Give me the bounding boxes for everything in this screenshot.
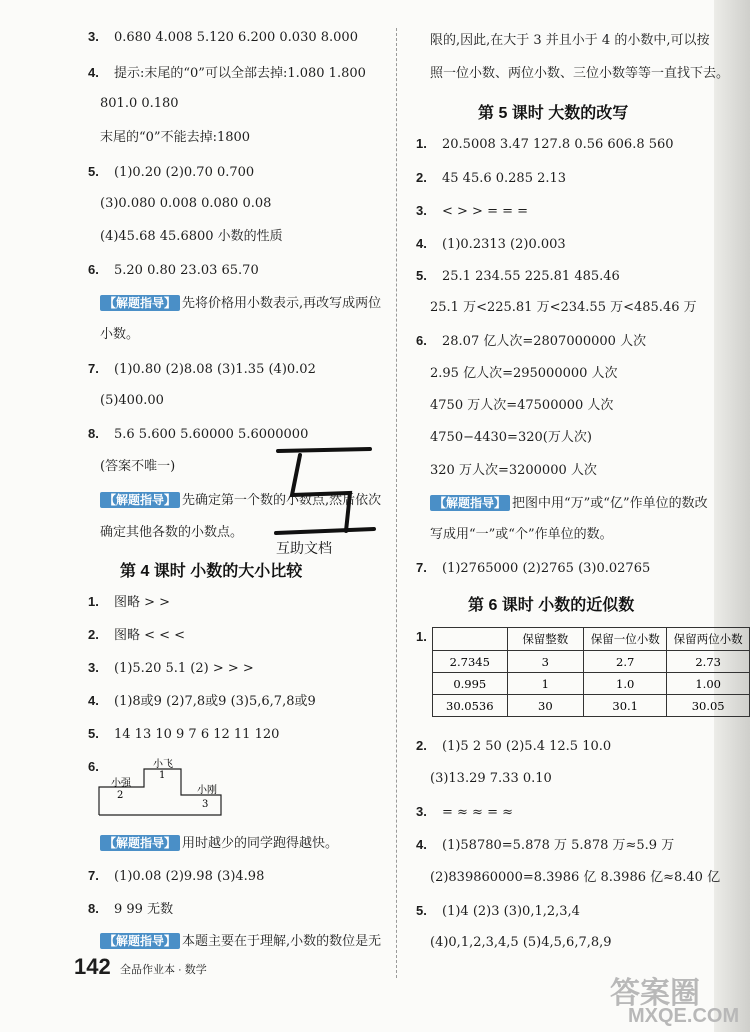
hint-badge: 【解题指导】 xyxy=(100,933,180,949)
answer-line: 801.0 0.180 xyxy=(100,96,179,111)
answer-line: 7. (1)2765000 (2)2765 (3)0.02765 xyxy=(416,560,651,576)
table-header-row xyxy=(433,628,750,651)
answer-line: 限的,因此,在大于 3 并且小于 4 的小数中,可以按 xyxy=(430,33,710,48)
hint-badge: 【解题指导】 xyxy=(100,295,180,311)
answer-line: 4. (1)58780=5.878 万 5.878 万≈5.9 万 xyxy=(416,837,675,853)
stamp-text: 互助文档 xyxy=(276,540,332,556)
hint-line: 【解题指导】 把图中用“万”或“亿”作单位的数改 xyxy=(430,495,708,512)
answer-line: 4. 提示:末尾的“0”可以全部去掉:1.080 1.800 xyxy=(88,65,366,81)
podium-diagram xyxy=(97,757,227,817)
answer-line: (答案不唯一) xyxy=(100,459,176,474)
podium-number-2: 2 xyxy=(117,790,124,801)
hint-badge: 【解题指导】 xyxy=(430,495,510,511)
table-cell: 30.0536 xyxy=(433,695,508,717)
answer-line: 5. 14 13 10 9 7 6 12 11 120 xyxy=(88,726,280,742)
answer-line: (3)0.080 0.008 0.080 0.08 xyxy=(100,196,272,211)
table-cell: 3 xyxy=(507,651,584,673)
table-header-cell: 保留两位小数 xyxy=(667,628,750,651)
table-cell: 2.7345 xyxy=(433,651,508,673)
podium-label-left: 小强 xyxy=(111,778,131,789)
table-cell: 30.1 xyxy=(584,695,667,717)
answer-line: (5)400.00 xyxy=(100,393,164,408)
answer-line: 8. 9 99 无数 xyxy=(88,901,174,917)
answer-line: 4. (1)8或9 (2)7,8或9 (3)5,6,7,8或9 xyxy=(88,693,316,709)
answer-line: 25.1 万<225.81 万<234.55 万<485.46 万 xyxy=(430,300,697,315)
answer-line: 1. 20.5008 3.47 127.8 0.56 606.8 560 xyxy=(416,136,674,152)
table-cell: 2.7 xyxy=(584,651,667,673)
answer-line: 写成用“一”或“个”作单位的数。 xyxy=(430,527,613,542)
watermark-logo: 答案圈 xyxy=(610,977,700,1010)
answer-line: (4)0,1,2,3,4,5 (5)4,5,6,7,8,9 xyxy=(430,935,612,950)
answer-line: 3. 0.680 4.008 5.120 6.200 0.030 8.000 xyxy=(88,29,358,45)
hint-line: 【解题指导】 先将价格用小数表示,再改写成两位 xyxy=(100,295,381,312)
table-row xyxy=(433,673,750,695)
answer-line: 3. (1)5.20 5.1 (2) > > > xyxy=(88,660,254,676)
answer-line: 3. = ≈ ≈ = ≈ xyxy=(416,804,513,820)
answer-line: 4750−4430=320(万人次) xyxy=(430,430,592,445)
answer-line: 4750 万人次=47500000 人次 xyxy=(430,398,614,413)
table-header-cell xyxy=(433,628,508,651)
table-cell: 0.995 xyxy=(433,673,508,695)
watermark-url: MXQE.COM xyxy=(628,1005,740,1027)
answer-line: 5. (1)0.20 (2)0.70 0.700 xyxy=(88,164,255,180)
lesson-6-heading: 第 6 课时 小数的近似数 xyxy=(468,597,635,614)
hint-badge: 【解题指导】 xyxy=(100,492,180,508)
table-cell: 1 xyxy=(507,673,584,695)
table-row xyxy=(433,651,750,673)
podium-label-top: 小飞 xyxy=(153,759,173,770)
answer-line: 6. 28.07 亿人次=2807000000 人次 xyxy=(416,333,647,349)
answer-line: 3. < > > = = = xyxy=(416,203,529,219)
answer-line: 5. (1)4 (2)3 (3)0,1,2,3,4 xyxy=(416,903,580,919)
answer-line: 6. 5.20 0.80 23.03 65.70 xyxy=(88,262,259,278)
answer-line: 8. 5.6 5.600 5.60000 5.6000000 xyxy=(88,426,309,442)
answer-line: 2. 图略 < < < xyxy=(88,627,186,643)
table-cell: 1.00 xyxy=(667,673,750,695)
page-number: 142 xyxy=(74,954,111,979)
hint-line: 【解题指导】 先确定第一个数的小数点,然后依次 xyxy=(100,492,381,509)
book-title: 全品作业本 · 数学 xyxy=(120,964,207,976)
answer-line: 2. 45 45.6 0.285 2.13 xyxy=(416,170,567,186)
hint-badge: 【解题指导】 xyxy=(100,835,180,851)
answer-line: 5. 25.1 234.55 225.81 485.46 xyxy=(416,268,620,284)
podium-label-right: 小刚 xyxy=(197,785,217,796)
podium-number-3: 3 xyxy=(202,799,209,810)
answer-line: 1. 图略 > > xyxy=(88,594,171,610)
rounding-table xyxy=(432,627,750,717)
table-cell: 30.05 xyxy=(667,695,750,717)
hint-line: 【解题指导】 本题主要在于理解,小数的数位是无 xyxy=(100,933,381,950)
column-divider xyxy=(396,28,397,978)
answer-line: 照一位小数、两位小数、三位小数等等一直找下去。 xyxy=(430,66,730,81)
table-cell: 2.73 xyxy=(667,651,750,673)
answer-line: 小数。 xyxy=(100,327,140,342)
hint-line: 【解题指导】 用时越少的同学跑得越快。 xyxy=(100,835,338,852)
table-cell: 30 xyxy=(507,695,584,717)
table-cell: 1.0 xyxy=(584,673,667,695)
answer-line: 2. (1)5 2 50 (2)5.4 12.5 10.0 xyxy=(416,738,612,754)
answer-line: 确定其他各数的小数点。 xyxy=(100,525,244,540)
table-header-cell: 保留整数 xyxy=(507,628,584,651)
answer-line: (4)45.68 45.6800 小数的性质 xyxy=(100,229,283,244)
answer-line: 7. (1)0.08 (2)9.98 (3)4.98 xyxy=(88,868,265,884)
answer-line: 2.95 亿人次=295000000 人次 xyxy=(430,366,618,381)
answer-line: 4. (1)0.2313 (2)0.003 xyxy=(416,236,566,252)
answer-line: (3)13.29 7.33 0.10 xyxy=(430,771,552,786)
answer-line: 6. xyxy=(88,759,99,774)
table-header-cell: 保留一位小数 xyxy=(584,628,667,651)
answer-line: (2)839860000=8.3986 亿 8.3986 亿≈8.40 亿 xyxy=(430,870,721,885)
table-question-number: 1. xyxy=(416,629,427,644)
answer-line: 7. (1)0.80 (2)8.08 (3)1.35 (4)0.02 xyxy=(88,361,316,377)
answer-line: 末尾的“0”不能去掉:1800 xyxy=(100,130,251,145)
lesson-5-heading: 第 5 课时 大数的改写 xyxy=(478,105,629,122)
podium-number-1: 1 xyxy=(159,770,166,781)
table-row xyxy=(433,695,750,717)
answer-line: 320 万人次=3200000 人次 xyxy=(430,463,597,478)
lesson-4-heading: 第 4 课时 小数的大小比较 xyxy=(120,563,303,580)
